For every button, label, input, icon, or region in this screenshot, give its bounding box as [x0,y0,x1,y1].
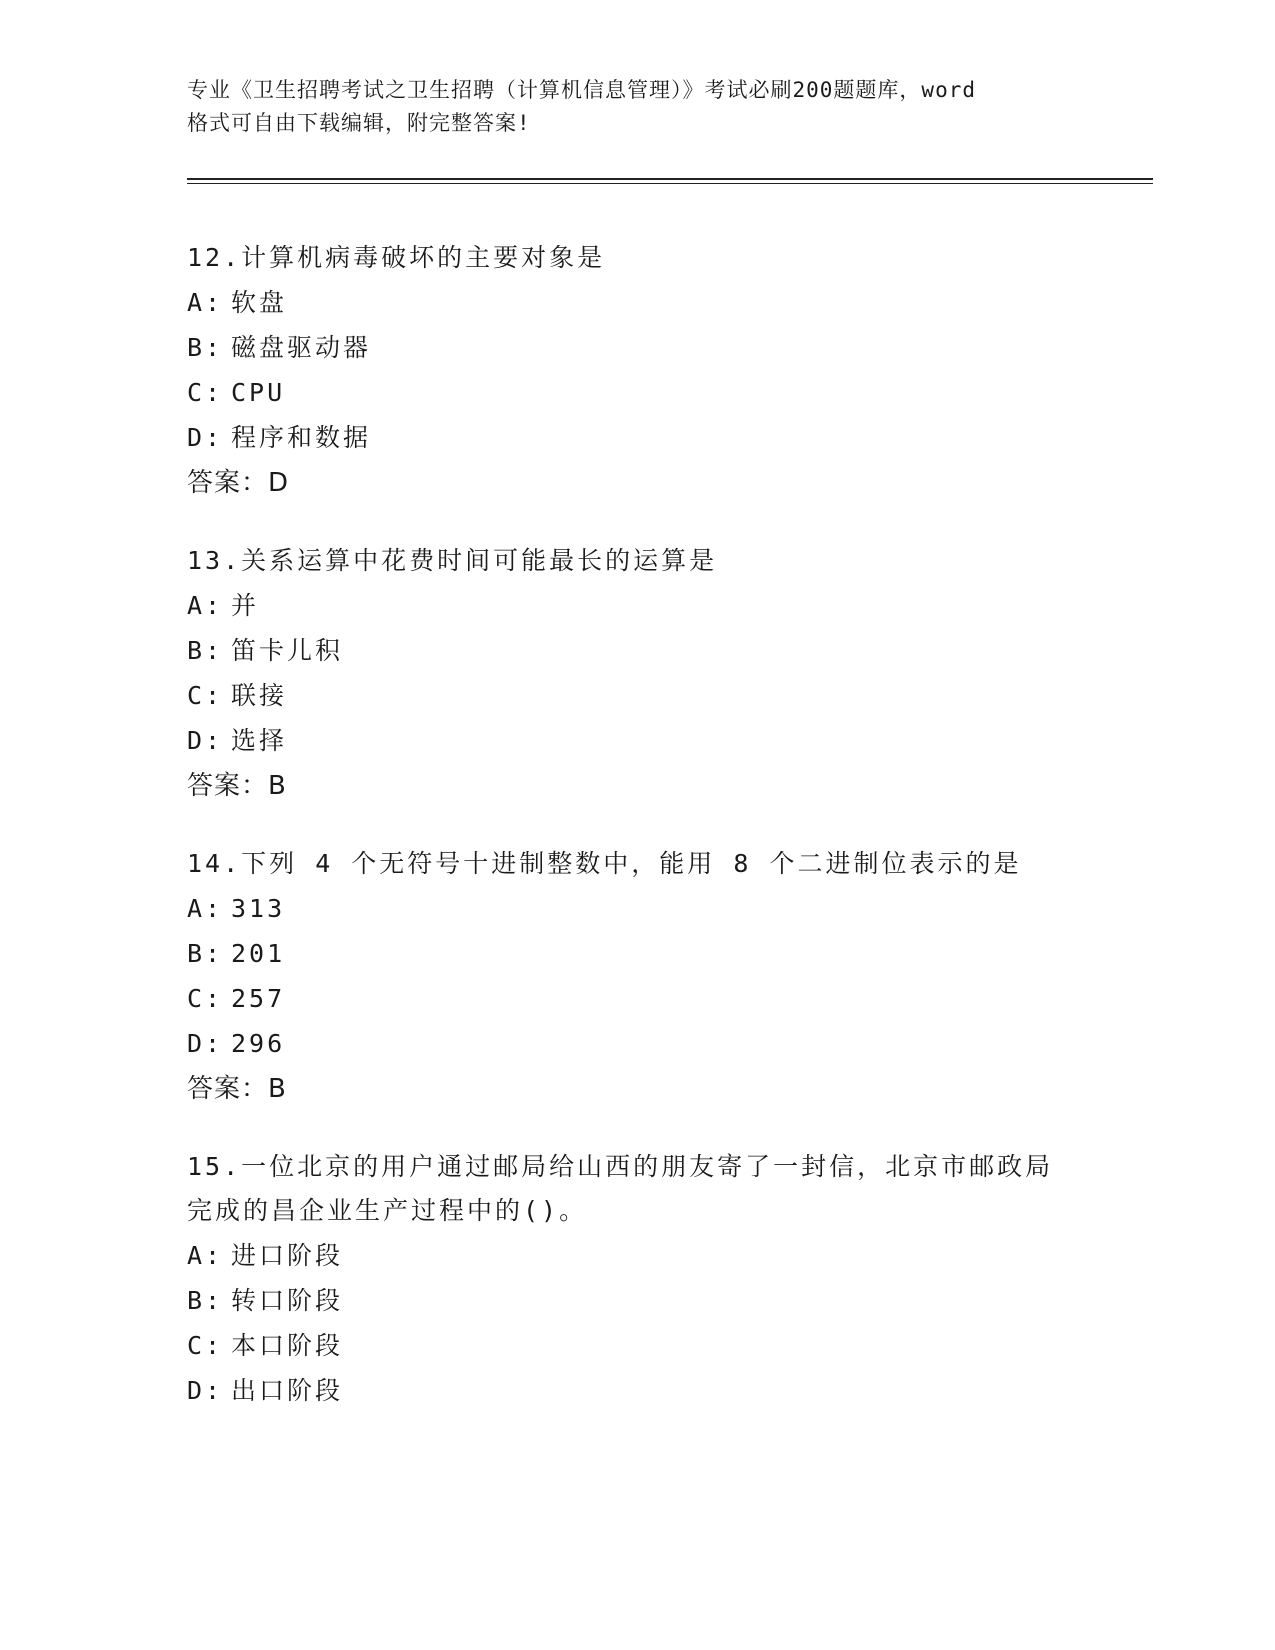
answer-line: 答案：D [187,468,290,498]
option-letter: D: [187,1376,224,1405]
question-text: 14.下列 4 个无符号十进制整数中，能用 8 个二进制位表示的是 [187,849,1022,878]
option-text: 313 [231,894,286,923]
option-letter: C: [187,681,224,710]
option-text: 进口阶段 [231,1241,344,1270]
option-text: 出口阶段 [231,1376,344,1405]
option-a [187,886,1087,931]
option-text: 201 [231,939,286,968]
option-letter: A: [187,894,224,923]
option-text: 并 [231,591,260,620]
answer-line: 答案：B [187,771,287,801]
option-letter: D: [187,726,224,755]
option-letter: C: [187,984,224,1013]
option-a [187,583,1087,628]
option-text: 选择 [231,726,288,755]
option-a [187,1233,1087,1278]
option-b [187,628,1087,673]
option-text: CPU [231,378,286,407]
option-c [187,370,1087,415]
option-text: 257 [231,984,286,1013]
option-b [187,325,1087,370]
header-divider-thin [187,183,1153,184]
question-text-line-1: 15.一位北京的用户通过邮局给山西的朋友寄了一封信，北京市邮政局 [187,1152,1054,1181]
option-text: 笛卡儿积 [231,636,344,665]
document-header [187,74,1087,140]
option-b [187,1278,1087,1323]
option-letter: C: [187,1331,224,1360]
question-text: 13.关系运算中花费时间可能最长的运算是 [187,546,718,575]
question-list [187,236,1087,1446]
option-letter: A: [187,288,224,317]
option-text: 软盘 [231,288,288,317]
option-c [187,673,1087,718]
answer-line: 答案：B [187,1074,287,1104]
option-text: 程序和数据 [231,423,372,452]
option-letter: A: [187,1241,224,1270]
question-15 [187,1145,1087,1413]
question-14 [187,842,1087,1112]
option-d [187,718,1087,763]
option-d [187,1021,1087,1066]
option-a [187,280,1087,325]
option-c [187,976,1087,1021]
option-text: 转口阶段 [231,1286,344,1315]
option-letter: B: [187,333,224,362]
option-b [187,931,1087,976]
option-letter: A: [187,591,224,620]
option-letter: D: [187,423,224,452]
option-text: 本口阶段 [231,1331,344,1360]
question-13 [187,539,1087,809]
option-text: 磁盘驱动器 [231,333,372,362]
option-text: 296 [231,1029,286,1058]
option-letter: C: [187,378,224,407]
option-text: 联接 [231,681,288,710]
question-text-line-2: 完成的昌企业生产过程中的()。 [187,1196,588,1225]
option-c [187,1323,1087,1368]
option-d [187,415,1087,460]
header-line-1: 专业《卫生招聘考试之卫生招聘（计算机信息管理）》考试必刷200题题库，word [187,78,976,102]
option-letter: D: [187,1029,224,1058]
header-line-2: 格式可自由下载编辑，附完整答案! [187,111,531,135]
header-divider-thick [187,178,1153,180]
option-d [187,1368,1087,1413]
question-12 [187,236,1087,506]
option-letter: B: [187,1286,224,1315]
option-letter: B: [187,939,224,968]
question-text: 12.计算机病毒破坏的主要对象是 [187,243,606,272]
option-letter: B: [187,636,224,665]
